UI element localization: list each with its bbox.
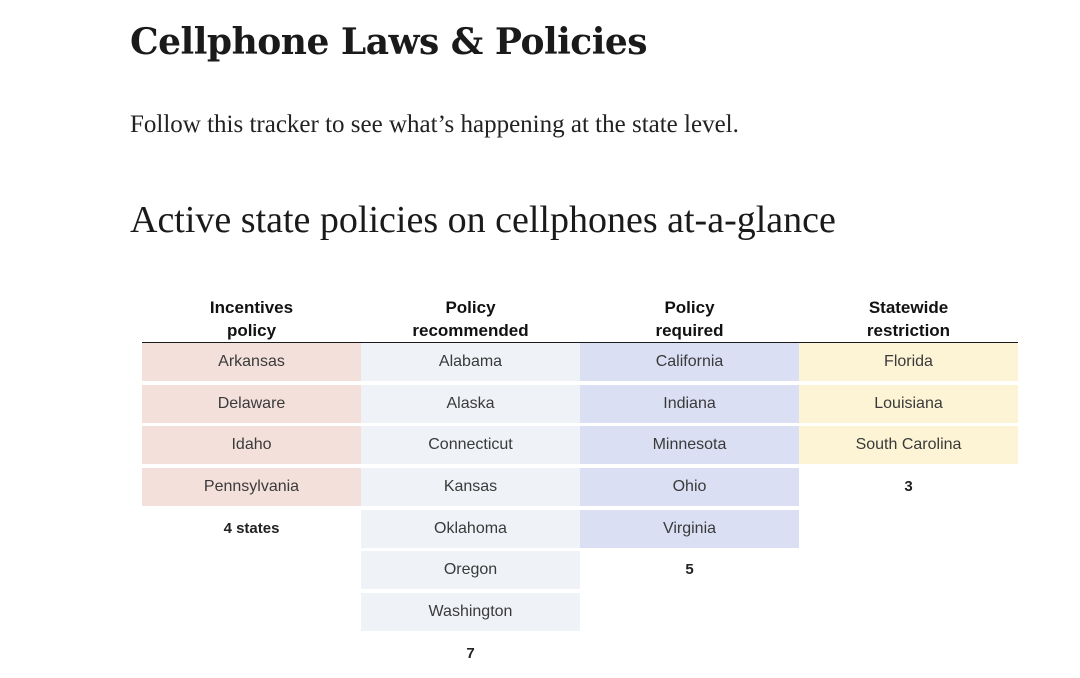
state-cell: Virginia [580,510,799,548]
column-total: 7 [466,644,475,662]
state-cell: Kansas [361,468,580,506]
column-total: 3 [904,478,913,496]
section-heading: Active state policies on cellphones at-a-glance [130,199,836,241]
state-cell: Minnesota [580,426,799,464]
column-header-policy-required: Policy required [655,298,724,340]
state-cell: California [580,343,799,381]
state-cell: Ohio [580,468,799,506]
column-policy-recommended [361,343,580,673]
state-cell: Louisiana [799,385,1018,423]
column-header-policy-recommended: Policy recommended [412,298,529,340]
column-statewide-restriction [799,343,1018,506]
state-cell: Washington [361,593,580,631]
state-cell: Alaska [361,385,580,423]
column-incentives-policy [142,343,361,548]
column-policy-required [580,343,799,589]
column-header-incentives-policy: Incentives policy [209,298,294,340]
state-cell: Oregon [361,551,580,589]
policy-table [142,296,1018,662]
state-cell: South Carolina [799,426,1018,464]
state-cell: Indiana [580,385,799,423]
page-title: Cellphone Laws & Policies [130,21,648,63]
state-cell: Idaho [142,426,361,464]
state-cell: Florida [799,343,1018,381]
state-cell: Arkansas [142,343,361,381]
intro-text: Follow this tracker to see what’s happening at the state level. [130,111,739,138]
state-cell: Delaware [142,385,361,423]
state-cell: Oklahoma [361,510,580,548]
column-total: 5 [685,561,694,579]
column-total: 4 states [223,519,280,537]
state-cell: Alabama [361,343,580,381]
state-cell: Connecticut [361,426,580,464]
table-header-row [142,296,1018,343]
state-cell: Pennsylvania [142,468,361,506]
column-header-statewide-restriction: Statewide restriction [866,298,951,340]
